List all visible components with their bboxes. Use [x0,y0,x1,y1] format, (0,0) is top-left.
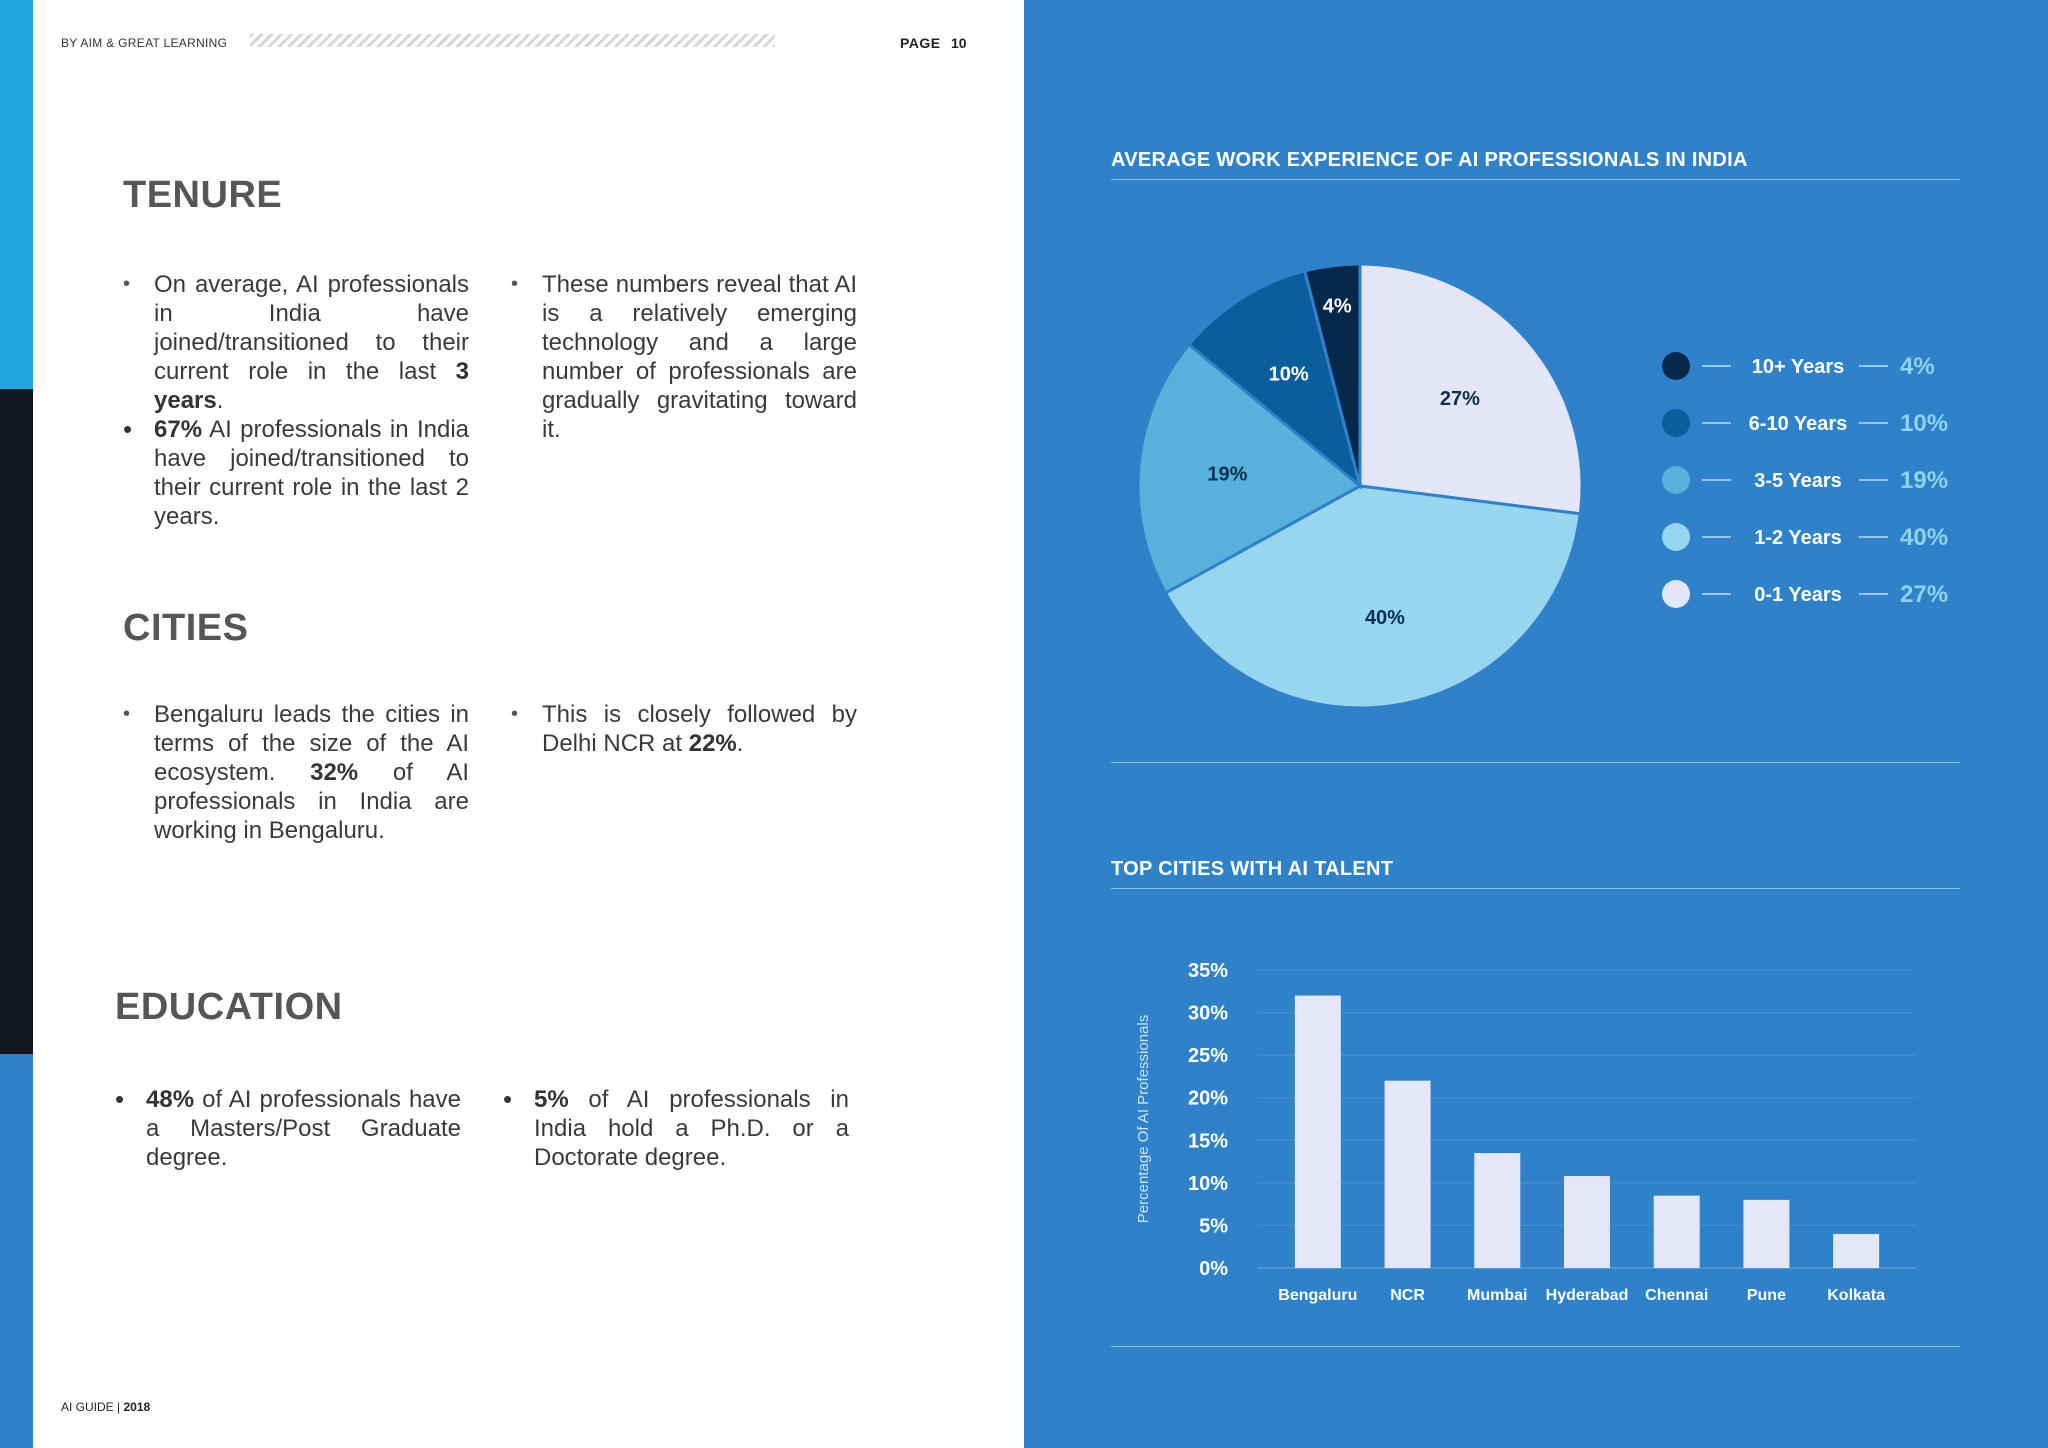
bullet-highlight: 32% [310,759,359,786]
bar-kolkata [1833,1234,1879,1268]
bullet-text: of AI professionals in India are working in Bengaluru. [154,759,469,844]
page-label: PAGE [900,35,941,51]
pie-chart-title: AVERAGE WORK EXPERIENCE OF AI PROFESSIONALS IN INDIA [1111,149,1748,171]
legend-swatch [1662,523,1690,551]
bullet-text: of AI professionals in India hold a Ph.D. or a Doctorate degree. [534,1086,849,1171]
y-tick-label: 30% [1187,1002,1228,1025]
cities-column-2 [511,700,857,758]
education-column-1 [115,1085,461,1172]
list-item [511,270,857,444]
legend-label: 10+ Years [1751,356,1845,378]
legend-value: 40% [1900,524,1949,551]
x-tick-label: Chennai [1645,1287,1709,1304]
x-tick-label: Mumbai [1467,1287,1528,1304]
bullet-text: . [736,730,744,757]
footer [61,1400,150,1414]
y-tick-label: 10% [1187,1172,1228,1195]
bullet-text: On average, AI professionals in India have joined/transitioned to their current role in the last [154,271,469,385]
bullet-text: AI professionals in India have joined/transitioned to their current role in the last 2 years. [154,416,469,530]
list-item [123,700,469,845]
legend-value: 10% [1900,410,1949,437]
bullet-highlight: 48% [146,1086,195,1113]
list-item [123,415,469,531]
bullet-highlight: 67% [154,416,203,443]
bar-hyderabad [1564,1176,1610,1268]
y-tick-label: 0% [1199,1258,1228,1280]
x-tick-label: Kolkata [1827,1287,1886,1304]
footer-guide: AI GUIDE | [61,1400,124,1414]
section-title-tenure: TENURE [123,174,283,216]
cities-column-1 [123,700,469,845]
bullet-text: This is closely followed by Delhi NCR at [542,701,857,757]
divider [1111,179,1960,180]
bar-chart-title: TOP CITIES WITH AI TALENT [1111,858,1394,880]
legend-swatch [1662,352,1690,380]
legend-label: 6-10 Years [1748,413,1848,435]
bar-chennai [1654,1196,1700,1268]
legend-swatch [1662,466,1690,494]
pie-data-label: 10% [1268,363,1309,386]
header-hatch-decoration [250,34,775,47]
list-item [115,1085,461,1172]
bar-mumbai [1474,1153,1520,1268]
pie-data-label: 4% [1322,295,1352,318]
x-tick-label: NCR [1390,1287,1425,1304]
divider [1111,1346,1960,1347]
legend-value: 27% [1900,581,1949,608]
bullet-text: These numbers reveal that AI is a relatively emerging technology and a large number of professionals are gradually gravitating toward it. [542,271,857,443]
bullet-highlight: 3 years [154,358,469,414]
y-tick-label: 20% [1187,1087,1228,1110]
list-item [511,700,857,758]
bar-bengaluru [1295,996,1341,1268]
left-stripe-blue [0,1054,33,1448]
divider [1111,888,1960,889]
legend-swatch [1662,580,1690,608]
tenure-column-1 [123,270,469,531]
list-item [503,1085,849,1172]
pie-data-label: 19% [1207,463,1248,486]
legend-label: 3-5 Years [1754,470,1842,492]
page-number: 10 [951,35,967,51]
education-column-2 [503,1085,849,1172]
section-title-cities: CITIES [123,607,249,649]
bullet-text: of AI professionals have a Masters/Post Graduate degree. [146,1086,461,1171]
bar-chart [1024,900,2048,1340]
y-tick-label: 15% [1187,1130,1228,1153]
legend-value: 4% [1900,353,1935,380]
x-tick-label: Bengaluru [1278,1287,1358,1304]
bar-ncr [1385,1081,1431,1268]
legend-label: 0-1 Years [1754,584,1842,606]
bullet-text: . [216,387,224,414]
tenure-column-2 [511,270,857,444]
pie-data-label: 40% [1364,606,1405,629]
legend-label: 1-2 Years [1754,527,1842,549]
left-stripe-dark [0,389,33,1054]
left-stripe-cyan [0,0,33,389]
section-title-education: EDUCATION [115,986,343,1028]
x-tick-label: Hyderabad [1545,1287,1629,1304]
y-tick-label: 35% [1187,960,1228,982]
bullet-text: Bengaluru leads the cities in terms of the size of the AI ecosystem. [154,701,469,786]
legend-swatch [1662,409,1690,437]
divider [1111,762,1960,763]
y-tick-label: 25% [1187,1045,1228,1068]
legend-value: 19% [1900,467,1949,494]
list-item [123,270,469,415]
header-byline: BY AIM & GREAT LEARNING [61,36,228,50]
pie-chart [1024,200,2048,800]
bullet-highlight: 22% [688,730,737,757]
y-tick-label: 5% [1199,1215,1228,1238]
pie-data-label: 27% [1439,387,1480,410]
bullet-highlight: 5% [534,1086,569,1113]
bar-pune [1743,1200,1789,1268]
y-axis-label: Percentage Of AI Professionals [1135,1014,1152,1224]
x-tick-label: Pune [1746,1287,1786,1304]
footer-year: 2018 [123,1400,151,1414]
